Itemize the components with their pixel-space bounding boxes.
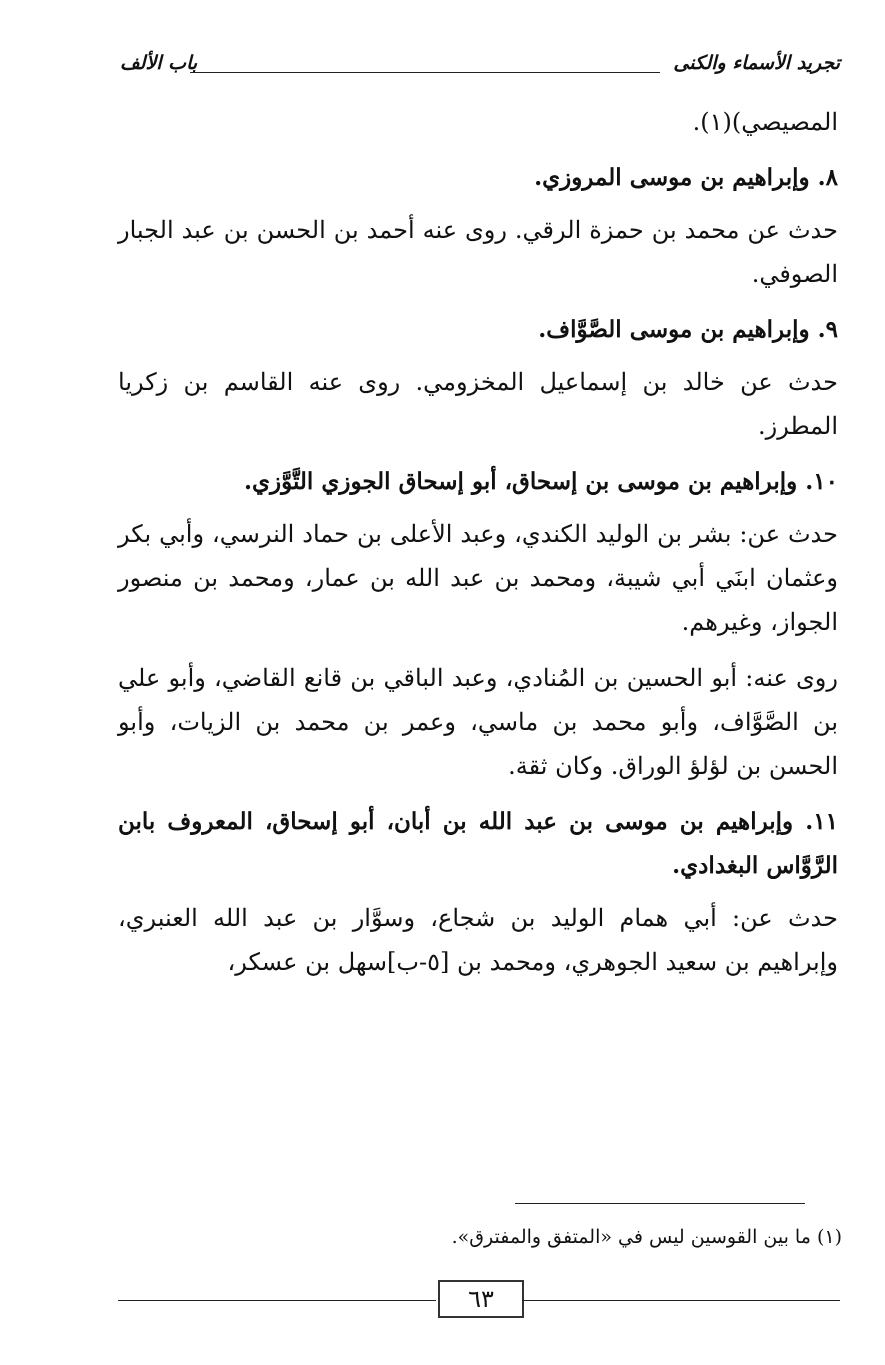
header-rule bbox=[190, 72, 660, 73]
page-number: ٦٣ bbox=[438, 1280, 524, 1318]
book-title: تجريد الأسماء والكنى bbox=[673, 52, 840, 74]
footer-rule-right bbox=[522, 1300, 840, 1301]
entry-8-heading: ٨. وإبراهيم بن موسى المروزي. bbox=[534, 164, 838, 191]
running-header bbox=[120, 50, 840, 86]
footnote: (١) ما بين القوسين ليس في «المتفق والمفترق». bbox=[451, 1226, 842, 1248]
entry-10-teachers: حدث عن: بشر بن الوليد الكندي، وعبد الأعلى بن حماد النرسي، وأبي بكر وعثمان ابنَي أبي شيبة، ومحمد بن عبد الله بن عمار، ومحمد بن منصور الجواز، وغيرهم. bbox=[118, 520, 838, 636]
footer-rule-left bbox=[118, 1300, 436, 1301]
entry-9-text: حدث عن خالد بن إسماعيل المخزومي. روى عنه القاسم بن زكريا المطرز. bbox=[118, 368, 838, 440]
entry-7-continuation: المصيصي)(١). bbox=[692, 108, 838, 136]
entry-11-heading: ١١. وإبراهيم بن موسى بن عبد الله بن أبان، أبو إسحاق، المعروف بابن الرَّوَّاس البغدادي. bbox=[118, 808, 838, 879]
entry-9-heading: ٩. وإبراهيم بن موسى الصَّوَّاف. bbox=[538, 316, 838, 343]
page-footer bbox=[118, 1280, 840, 1320]
entry-10-students: روى عنه: أبو الحسين بن المُنادي، وعبد الباقي بن قانع القاضي، وأبو علي بن الصَّوَّاف، وأبو محمد بن ماسي، وعمر بن محمد بن الزيات، وأبو الحسن بن لؤلؤ الوراق. وكان ثقة. bbox=[118, 664, 838, 780]
entry-8-text: حدث عن محمد بن حمزة الرقي. روى عنه أحمد بن الحسن بن عبد الجبار الصوفي. bbox=[118, 216, 838, 288]
entry-11-text: حدث عن: أبي همام الوليد بن شجاع، وسوَّار بن عبد الله العنبري، وإبراهيم بن سعيد الجوهري، ومحمد بن [٥-ب]سهل بن عسكر، bbox=[118, 904, 838, 976]
section-title: باب الألف bbox=[120, 52, 198, 74]
entry-10-heading: ١٠. وإبراهيم بن موسى بن إسحاق، أبو إسحاق الجوزي التَّوَّزي. bbox=[243, 468, 838, 495]
footnote-rule bbox=[515, 1203, 805, 1204]
page-body bbox=[118, 100, 838, 984]
